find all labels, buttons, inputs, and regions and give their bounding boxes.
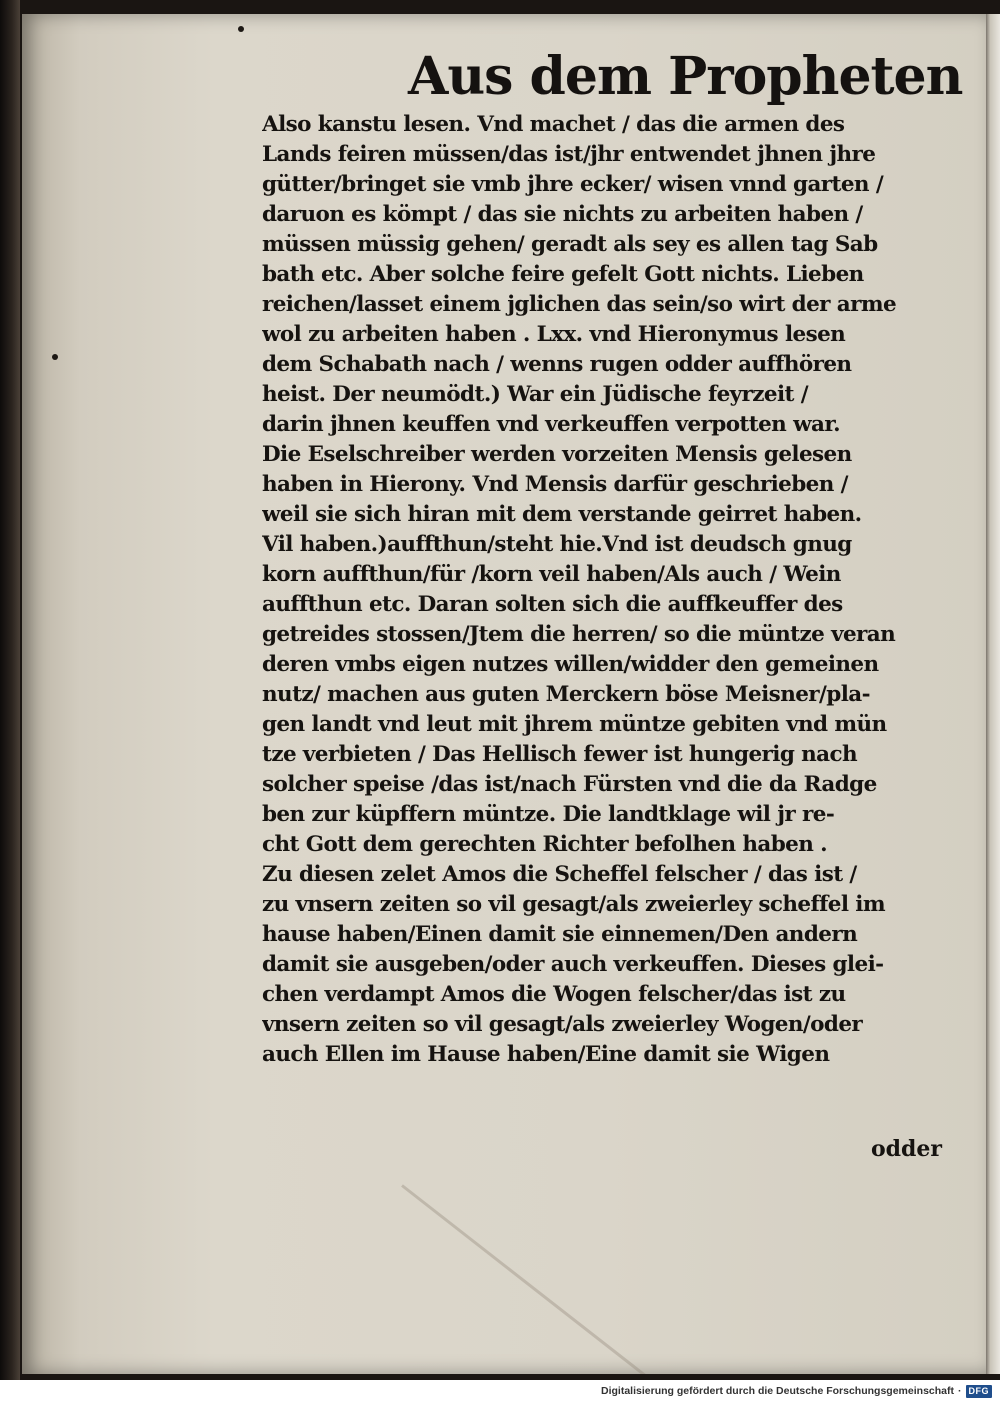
text-line: deren vmbs eigen nutzes willen/widder den gemeinen <box>262 652 879 677</box>
text-line: chen verdampt Amos die Wogen felscher/das ist zu <box>262 982 846 1007</box>
body-text <box>262 110 952 1070</box>
text-line: Die Eselschreiber werden vorzeiten Mensis gelesen <box>262 442 852 467</box>
text-line: Vil haben.)auffthun/steht hie.Vnd ist deudsch gnug <box>262 532 852 557</box>
text-line: damit sie ausgeben/oder auch verkeuffen. Dieses glei- <box>262 952 884 977</box>
paper-crease <box>401 1184 671 1374</box>
text-line: vnsern zeiten so vil gesagt/als zweierley Wogen/oder <box>262 1012 863 1037</box>
text-line: auffthun etc. Daran solten sich die auffkeuffer des <box>262 592 843 617</box>
text-line: solcher speise /das ist/nach Fürsten vnd die da Radge <box>262 772 877 797</box>
text-line: müssen müssig gehen/ geradt als sey es allen tag Sab <box>262 232 878 257</box>
text-line: nutz/ machen aus guten Merckern böse Meisner/pla- <box>262 682 870 707</box>
text-line: haben in Hierony. Vnd Mensis darfür geschrieben / <box>262 472 848 497</box>
text-line: heist. Der neumödt.) War ein Jüdische feyrzeit / <box>262 382 809 407</box>
text-line: darin jhnen keuffen vnd verkeuffen verpotten war. <box>262 412 840 437</box>
funding-credit: Digitalisierung gefördert durch die Deutsche Forschungsgemeinschaft <box>601 1385 954 1397</box>
ink-speck <box>52 354 58 360</box>
text-line: bath etc. Aber solche feire gefelt Gott nichts. Lieben <box>262 262 864 287</box>
footer-separator: · <box>958 1385 962 1397</box>
text-line: Also kanstu lesen. Vnd machet / das die armen des <box>262 112 845 137</box>
text-line: cht Gott dem gerechten Richter befolhen haben . <box>262 832 828 857</box>
dfg-logo-icon: DFG <box>966 1385 993 1398</box>
text-line: wol zu arbeiten haben . Lxx. vnd Hieronymus lesen <box>262 322 846 347</box>
text-line: zu vnsern zeiten so vil gesagt/als zweierley scheffel im <box>262 892 886 917</box>
text-line: auch Ellen im Hause haben/Eine damit sie Wigen <box>262 1042 830 1067</box>
running-head: Aus dem Propheten <box>408 46 963 107</box>
text-line: hause haben/Einen damit sie einnemen/Den andern <box>262 922 858 947</box>
text-line: reichen/lasset einem jglichen das sein/so wirt der arme <box>262 292 897 317</box>
text-line: gütter/bringet sie vmb jhre ecker/ wisen vnnd garten / <box>262 172 884 197</box>
text-line: tze verbieten / Das Hellisch fewer ist hungerig nach <box>262 742 858 767</box>
page-fore-edge <box>986 14 1000 1374</box>
text-line: ben zur küpffern müntze. Die landtklage wil jr re- <box>262 802 835 827</box>
text-line: weil sie sich hiran mit dem verstande geirret haben. <box>262 502 862 527</box>
text-line: getreides stossen/Jtem die herren/ so die müntze veran <box>262 622 896 647</box>
text-line: daruon es kömpt / das sie nichts zu arbeiten haben / <box>262 202 863 227</box>
text-line: Zu diesen zelet Amos die Scheffel felscher / das ist / <box>262 862 857 887</box>
text-line: gen landt vnd leut mit jhrem müntze gebiten vnd mün <box>262 712 887 737</box>
binding-edge <box>0 0 20 1380</box>
text-line: korn auffthun/für /korn veil haben/Als auch / Wein <box>262 562 841 587</box>
digitization-footer <box>0 1380 1000 1402</box>
ink-speck <box>238 26 244 32</box>
catchword: odder <box>870 1136 942 1162</box>
text-line: dem Schabath nach / wenns rugen odder auffhören <box>262 352 852 377</box>
text-line: Lands feiren müssen/das ist/jhr entwendet jhnen jhre <box>262 142 876 167</box>
